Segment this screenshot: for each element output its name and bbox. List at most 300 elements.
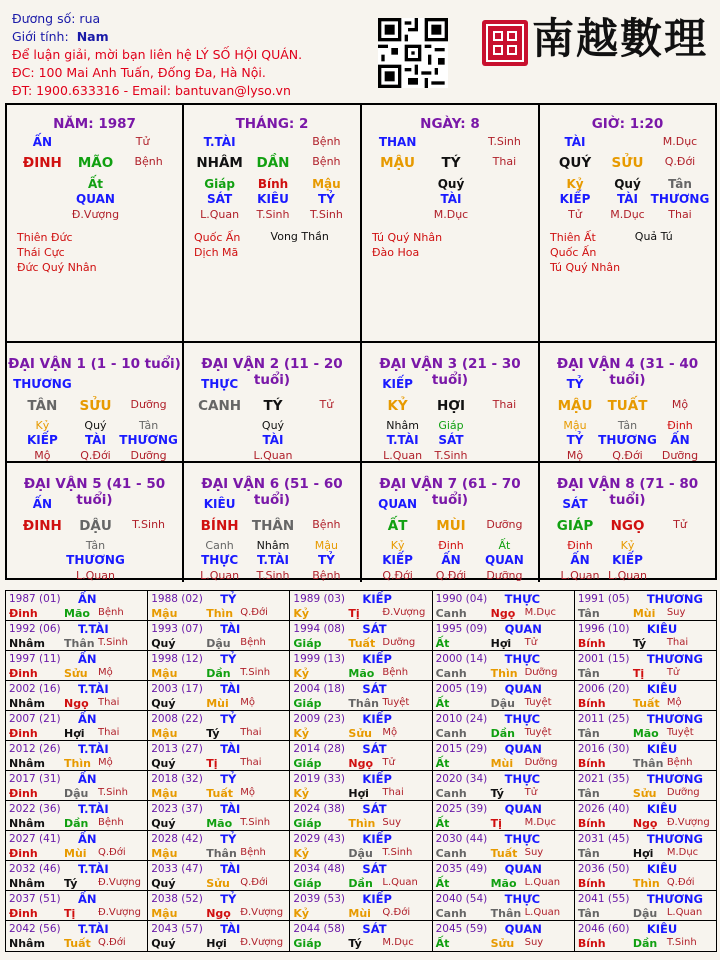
- hidden-stem: Quý: [261, 419, 285, 432]
- year-state: T.Sinh: [98, 637, 128, 648]
- year-god: KIẾP: [362, 652, 392, 666]
- year-cell: [148, 831, 290, 860]
- hidden-stem: Đinh: [667, 419, 693, 432]
- year-stem: Canh: [435, 907, 467, 920]
- year-branch: Dậu: [632, 907, 658, 920]
- year-cell: [290, 921, 432, 951]
- year-branch: Thân: [490, 907, 522, 920]
- year-label: 2028 (42): [151, 833, 203, 845]
- year-label: 1999 (13): [293, 653, 346, 665]
- hidden-god: THƯƠNG: [66, 553, 125, 567]
- year-stem: Canh: [435, 667, 467, 680]
- year-god: THƯƠNG: [646, 832, 703, 846]
- year-branch: Thìn: [348, 817, 376, 830]
- year-branch: Thân: [206, 847, 237, 860]
- year-branch: Tý: [632, 637, 647, 650]
- hidden-state: L.Quan: [253, 449, 293, 462]
- year-state: Q.Đới: [98, 937, 126, 948]
- year-cell: [6, 831, 148, 860]
- year-god: KIÊU: [646, 682, 678, 696]
- year-label: 2046 (60): [577, 923, 630, 935]
- year-cell: [148, 801, 290, 830]
- red-seal-logo: [480, 18, 530, 68]
- year-stem: Canh: [435, 607, 467, 620]
- dai-van-stem: GIÁP: [556, 518, 594, 534]
- year-branch: Dậu: [206, 637, 231, 650]
- year-cell: [6, 861, 148, 890]
- year-cell: [290, 741, 432, 770]
- year-state: Bệnh: [382, 667, 409, 678]
- year-label: 2023 (37): [151, 803, 203, 815]
- year-label: 1995 (09): [435, 623, 488, 635]
- year-state: Tuyệt: [524, 727, 552, 738]
- dai-van-title: ĐẠI VẬN 3 (21 - 30 tuổi): [379, 356, 521, 388]
- year-cell: [575, 711, 716, 740]
- year-cell: [433, 651, 575, 680]
- year-stem: Quý: [151, 637, 176, 650]
- hidden-stem: Nhâm: [256, 539, 290, 552]
- hidden-stem: Quý: [614, 177, 641, 191]
- hidden-state: M.Dục: [610, 208, 645, 221]
- year-label: 2036 (50): [577, 863, 630, 875]
- year-row: [6, 591, 716, 621]
- year-god: ẤN: [78, 652, 97, 666]
- year-branch: Mùi: [348, 907, 371, 920]
- hidden-stem: Bính: [257, 177, 289, 191]
- year-stem: Ất: [435, 697, 450, 710]
- year-state: T.Sinh: [98, 787, 128, 798]
- year-stem: Đinh: [9, 667, 38, 680]
- dai-van-state: Tử: [319, 398, 334, 411]
- branch: SỬU: [611, 155, 644, 171]
- year-label: 2022 (36): [9, 803, 61, 815]
- year-stem: Giáp: [293, 637, 322, 650]
- year-cell: [575, 891, 716, 920]
- year-state: Bệnh: [98, 817, 124, 828]
- year-god: TÀI: [220, 862, 241, 876]
- year-state: Thai: [98, 727, 120, 738]
- qr-code-icon: [378, 18, 448, 88]
- year-god: QUAN: [504, 742, 542, 756]
- year-stem: Đinh: [9, 787, 38, 800]
- year-stem: Quý: [151, 757, 176, 770]
- dai-van-branch: HỢI: [436, 398, 466, 414]
- year-god: KIÊU: [646, 742, 678, 756]
- year-god: KIÊU: [646, 922, 678, 936]
- year-stem: Quý: [151, 877, 176, 890]
- year-state: Mộ: [98, 667, 113, 678]
- pillar-cell: [184, 105, 362, 343]
- year-god: KIÊU: [646, 802, 678, 816]
- dai-van-cell: [184, 463, 362, 582]
- dai-van-god: QUAN: [378, 497, 418, 511]
- year-state: Q.Đới: [666, 877, 695, 888]
- hidden-state: L.Quan: [608, 569, 647, 582]
- pillar-cell: [362, 105, 540, 343]
- year-stem: Kỷ: [293, 667, 310, 680]
- year-label: 2015 (29): [435, 743, 488, 755]
- year-branch: Ngọ: [206, 907, 231, 920]
- year-cell: [290, 861, 432, 890]
- year-label: 2032 (46): [9, 863, 61, 875]
- year-stem: Bính: [577, 937, 606, 950]
- year-state: Thai: [666, 637, 689, 648]
- year-cell: [148, 741, 290, 770]
- year-god: TỶ: [220, 772, 237, 786]
- dai-van-cell: [7, 463, 184, 582]
- year-god: THỰC: [504, 832, 541, 846]
- year-label: 2000 (14): [435, 653, 488, 665]
- phone-email: ĐT: 1900.633316 - Email: bantuvan@lyso.vn: [12, 83, 291, 98]
- year-god: THỰC: [504, 712, 541, 726]
- year-row: [6, 741, 716, 771]
- year-state: L.Quan: [666, 907, 703, 918]
- year-cell: [290, 591, 432, 620]
- hidden-god: SÁT: [438, 433, 464, 447]
- year-cell: [433, 891, 575, 920]
- year-stem: Canh: [435, 847, 467, 860]
- dai-van-god: KIẾP: [382, 377, 413, 391]
- year-stem: Giáp: [293, 937, 322, 950]
- hidden-stem: Kỷ: [566, 177, 584, 191]
- year-stem: Ất: [435, 877, 450, 890]
- year-stem: Nhâm: [9, 697, 45, 710]
- star-name: Quốc Ấn: [194, 231, 241, 244]
- year-state: Suy: [382, 817, 402, 828]
- year-cell: [148, 891, 290, 920]
- year-cell: [6, 651, 148, 680]
- hidden-god: T.TÀI: [386, 433, 419, 447]
- year-god: ẤN: [78, 592, 97, 606]
- year-label: 1988 (02): [151, 593, 203, 605]
- year-stem: Mậu: [151, 667, 178, 680]
- year-god: ẤN: [78, 832, 97, 846]
- dai-van-title: ĐẠI VẬN 8 (71 - 80 tuổi): [556, 476, 699, 508]
- year-stem: Canh: [435, 727, 467, 740]
- yearly-table: [5, 590, 717, 952]
- star-name: Quốc Ấn: [550, 246, 597, 259]
- year-cell: [575, 861, 716, 890]
- year-label: 2040 (54): [435, 893, 488, 905]
- year-branch: Hợi: [206, 937, 227, 950]
- hidden-god: KIÊU: [257, 192, 289, 206]
- year-stem: Bính: [577, 757, 606, 770]
- year-stem: Tân: [577, 847, 600, 860]
- year-label: 2043 (57): [151, 923, 203, 935]
- year-cell: [290, 831, 432, 860]
- year-stem: Kỷ: [293, 847, 310, 860]
- year-cell: [575, 681, 716, 710]
- year-branch: Mùi: [490, 757, 514, 770]
- hidden-stem: Nhâm: [386, 419, 419, 432]
- year-god: KIẾP: [362, 592, 392, 606]
- year-label: 2001 (15): [577, 653, 630, 665]
- year-branch: Thân: [632, 757, 664, 770]
- year-state: L.Quan: [524, 907, 561, 918]
- year-stem: Kỷ: [293, 727, 310, 740]
- year-state: Đ.Vượng: [98, 877, 141, 888]
- year-god: TÀI: [220, 742, 241, 756]
- hidden-god: KIẾP: [27, 433, 58, 447]
- year-branch: Thìn: [206, 607, 234, 620]
- year-branch: Tị: [348, 607, 360, 620]
- pillar-cell: [540, 105, 715, 343]
- year-stem: Nhâm: [9, 637, 45, 650]
- hidden-state: Bệnh: [312, 569, 341, 582]
- hidden-stem: Kỷ: [390, 539, 405, 552]
- hidden-god: TỶ: [317, 553, 335, 567]
- year-cell: [6, 771, 148, 800]
- year-stem: Kỷ: [293, 607, 310, 620]
- dai-van-state: Tử: [673, 518, 687, 531]
- hidden-stem: Tân: [139, 419, 159, 432]
- hidden-state: T.Sinh: [256, 569, 290, 582]
- year-cell: [148, 681, 290, 710]
- year-branch: Thìn: [490, 667, 518, 680]
- hidden-state: Q.Đới: [435, 569, 467, 582]
- year-stem: Mậu: [151, 787, 178, 800]
- year-branch: Ngọ: [64, 697, 89, 710]
- year-state: Dưỡng: [524, 757, 558, 768]
- year-state: Q.Đới: [98, 847, 126, 858]
- year-state: Đ.Vượng: [240, 907, 284, 918]
- year-state: Mộ: [98, 757, 113, 768]
- year-cell: [433, 861, 575, 890]
- year-stem: Ất: [435, 817, 450, 830]
- year-label: 2030 (44): [435, 833, 488, 845]
- year-cell: [575, 771, 716, 800]
- hidden-state: T.Sinh: [256, 208, 290, 221]
- year-row: [6, 771, 716, 801]
- year-stem: Giáp: [293, 697, 322, 710]
- hidden-state: Mộ: [34, 449, 51, 462]
- year-state: Tuyệt: [524, 697, 552, 708]
- dai-van-stem: ẤT: [387, 518, 408, 534]
- hidden-god: QUAN: [484, 553, 524, 567]
- hidden-stem: Giáp: [204, 177, 235, 191]
- year-state: L.Quan: [524, 877, 561, 888]
- year-stem: Đinh: [9, 607, 38, 620]
- year-state: Bệnh: [240, 847, 266, 858]
- year-god: TÀI: [220, 922, 241, 936]
- stem-god: THAN: [378, 135, 417, 149]
- pillar-cell: [7, 105, 184, 343]
- dai-van-branch: NGỌ: [610, 518, 645, 534]
- stem-god: T.TÀI: [203, 135, 236, 149]
- stem-state: M.Dục: [662, 135, 698, 148]
- hidden-state: T.Sinh: [309, 208, 343, 221]
- year-state: Tử: [666, 667, 680, 678]
- year-stem: Bính: [577, 697, 606, 710]
- year-god: TỶ: [220, 652, 237, 666]
- year-god: T.TÀI: [78, 622, 109, 636]
- year-cell: [433, 831, 575, 860]
- year-row: [6, 651, 716, 681]
- hidden-state: Mộ: [566, 449, 584, 462]
- year-label: 2033 (47): [151, 863, 203, 875]
- year-state: Thai: [98, 697, 120, 708]
- year-branch: Sửu: [632, 787, 657, 800]
- year-branch: Mão: [632, 727, 659, 740]
- branch-state: Bệnh: [134, 155, 163, 168]
- year-label: 1998 (12): [151, 653, 203, 665]
- star-name: Đức Quý Nhân: [17, 261, 97, 274]
- year-branch: Dần: [206, 667, 231, 680]
- year-stem: Nhâm: [9, 937, 45, 950]
- dai-van-title: ĐẠI VẬN 1 (1 - 10 tuổi): [8, 356, 181, 372]
- year-label: 2027 (41): [9, 833, 61, 845]
- year-cell: [575, 651, 716, 680]
- year-label: 1990 (04): [435, 593, 488, 605]
- hidden-stem: Mậu: [563, 419, 587, 432]
- year-state: M.Dục: [382, 937, 414, 948]
- year-cell: [433, 771, 575, 800]
- year-cell: [6, 681, 148, 710]
- hidden-stem: Đinh: [438, 539, 464, 552]
- year-cell: [433, 921, 575, 951]
- year-god: TỶ: [220, 712, 237, 726]
- branch-state: Q.Đới: [664, 155, 696, 168]
- year-god: QUAN: [504, 802, 542, 816]
- dai-van-cell: [540, 463, 715, 582]
- year-branch: Tuất: [632, 697, 660, 710]
- hidden-god: SÁT: [207, 192, 233, 206]
- year-branch: Tý: [64, 877, 78, 890]
- year-label: 1994 (08): [293, 623, 346, 635]
- year-state: Đ.Vượng: [98, 907, 141, 918]
- hidden-god: KIẾP: [382, 553, 413, 567]
- star-name: Thiên Ất: [550, 231, 596, 244]
- year-state: Đ.Vượng: [666, 817, 710, 828]
- year-stem: Tân: [577, 667, 600, 680]
- year-cell: [148, 921, 290, 951]
- stem-state: Tử: [135, 135, 150, 148]
- hidden-god: ẤN: [441, 553, 461, 567]
- year-label: 2018 (32): [151, 773, 203, 785]
- year-branch: Mão: [490, 877, 517, 890]
- year-stem: Mậu: [151, 607, 178, 620]
- year-branch: Sửu: [348, 727, 372, 740]
- year-state: Thai: [382, 787, 404, 798]
- year-state: Thai: [240, 757, 262, 768]
- hidden-god: T.TÀI: [257, 553, 289, 567]
- year-god: TỶ: [220, 592, 237, 606]
- dai-van-title: ĐẠI VẬN 2 (11 - 20 tuổi): [201, 356, 343, 388]
- year-god: ẤN: [78, 772, 97, 786]
- hidden-god: ẤN: [670, 433, 690, 447]
- year-stem: Đinh: [9, 907, 38, 920]
- stem: MẬU: [380, 155, 416, 171]
- year-god: ẤN: [78, 712, 97, 726]
- year-god: QUAN: [504, 622, 542, 636]
- year-god: KIÊU: [646, 862, 678, 876]
- year-cell: [290, 711, 432, 740]
- year-state: Đ.Vượng: [240, 937, 284, 948]
- year-god: SÁT: [362, 622, 387, 636]
- year-state: M.Dục: [666, 847, 699, 858]
- year-god: T.TÀI: [78, 742, 109, 756]
- hidden-stem: Quý: [437, 177, 465, 191]
- year-stem: Giáp: [293, 877, 322, 890]
- branch: DẦN: [256, 155, 290, 171]
- dai-van-title: ĐẠI VẬN 4 (31 - 40 tuổi): [556, 356, 699, 388]
- year-cell: [433, 681, 575, 710]
- year-label: 1987 (01): [9, 593, 61, 605]
- branch-state: Thai: [492, 155, 517, 168]
- hidden-god: QUAN: [76, 192, 115, 206]
- owner-info: [12, 10, 302, 100]
- star-extra: Vong Thần: [270, 230, 329, 243]
- year-god: QUAN: [504, 682, 542, 696]
- year-branch: Mão: [206, 817, 233, 830]
- star-name: Đào Hoa: [372, 246, 420, 259]
- year-cell: [290, 621, 432, 650]
- hidden-stem: Tân: [668, 177, 692, 191]
- year-stem: Kỷ: [293, 787, 310, 800]
- year-god: KIẾP: [362, 712, 392, 726]
- year-row: [6, 891, 716, 921]
- year-branch: Hợi: [64, 727, 85, 740]
- dai-van-cell: [540, 343, 715, 463]
- year-branch: Tuất: [206, 787, 234, 800]
- year-branch: Tị: [632, 667, 645, 680]
- hidden-state: L.Quan: [560, 569, 600, 582]
- year-label: 2014 (28): [293, 743, 346, 755]
- dai-van-god: SÁT: [562, 497, 588, 511]
- year-label: 2021 (35): [577, 773, 630, 785]
- year-branch: Mão: [64, 607, 90, 620]
- pillar-title: NĂM: 1987: [53, 116, 136, 132]
- hidden-god: TỶ: [566, 433, 584, 447]
- year-god: SÁT: [362, 682, 387, 696]
- year-label: 1989 (03): [293, 593, 346, 605]
- year-stem: Đinh: [9, 727, 38, 740]
- star-extra: Quả Tú: [634, 230, 673, 243]
- dai-van-state: Mộ: [671, 398, 689, 411]
- dai-van-stem: ĐINH: [22, 518, 62, 534]
- hidden-state: M.Dục: [433, 208, 469, 221]
- year-label: 2020 (34): [435, 773, 488, 785]
- year-cell: [6, 921, 148, 951]
- year-branch: Dần: [490, 727, 515, 740]
- year-cell: [148, 861, 290, 890]
- dai-van-cell: [184, 343, 362, 463]
- year-cell: [433, 741, 575, 770]
- year-god: SÁT: [362, 862, 387, 876]
- year-label: 2031 (45): [577, 833, 630, 845]
- year-label: 1991 (05): [577, 593, 630, 605]
- owner-gender: [12, 28, 302, 46]
- year-state: Tử: [524, 637, 538, 648]
- year-state: Mộ: [666, 697, 682, 708]
- year-stem: Bính: [577, 877, 606, 890]
- year-stem: Quý: [151, 697, 176, 710]
- hidden-stem: Ất: [498, 539, 511, 552]
- year-state: Đ.Vượng: [382, 607, 426, 618]
- hidden-god: THỰC: [201, 553, 239, 567]
- stem-state: Bệnh: [312, 135, 341, 148]
- year-cell: [6, 891, 148, 920]
- year-label: 2039 (53): [293, 893, 346, 905]
- hidden-god: TÀI: [262, 433, 284, 447]
- dai-van-title: ĐẠI VẬN 5 (41 - 50 tuổi): [23, 476, 166, 508]
- year-branch: Ngọ: [632, 817, 658, 830]
- year-god: TÀI: [220, 622, 241, 636]
- hidden-stem: Đinh: [567, 539, 593, 552]
- year-row: [6, 711, 716, 741]
- year-cell: [148, 651, 290, 680]
- hidden-state: Q.Đới: [612, 449, 643, 462]
